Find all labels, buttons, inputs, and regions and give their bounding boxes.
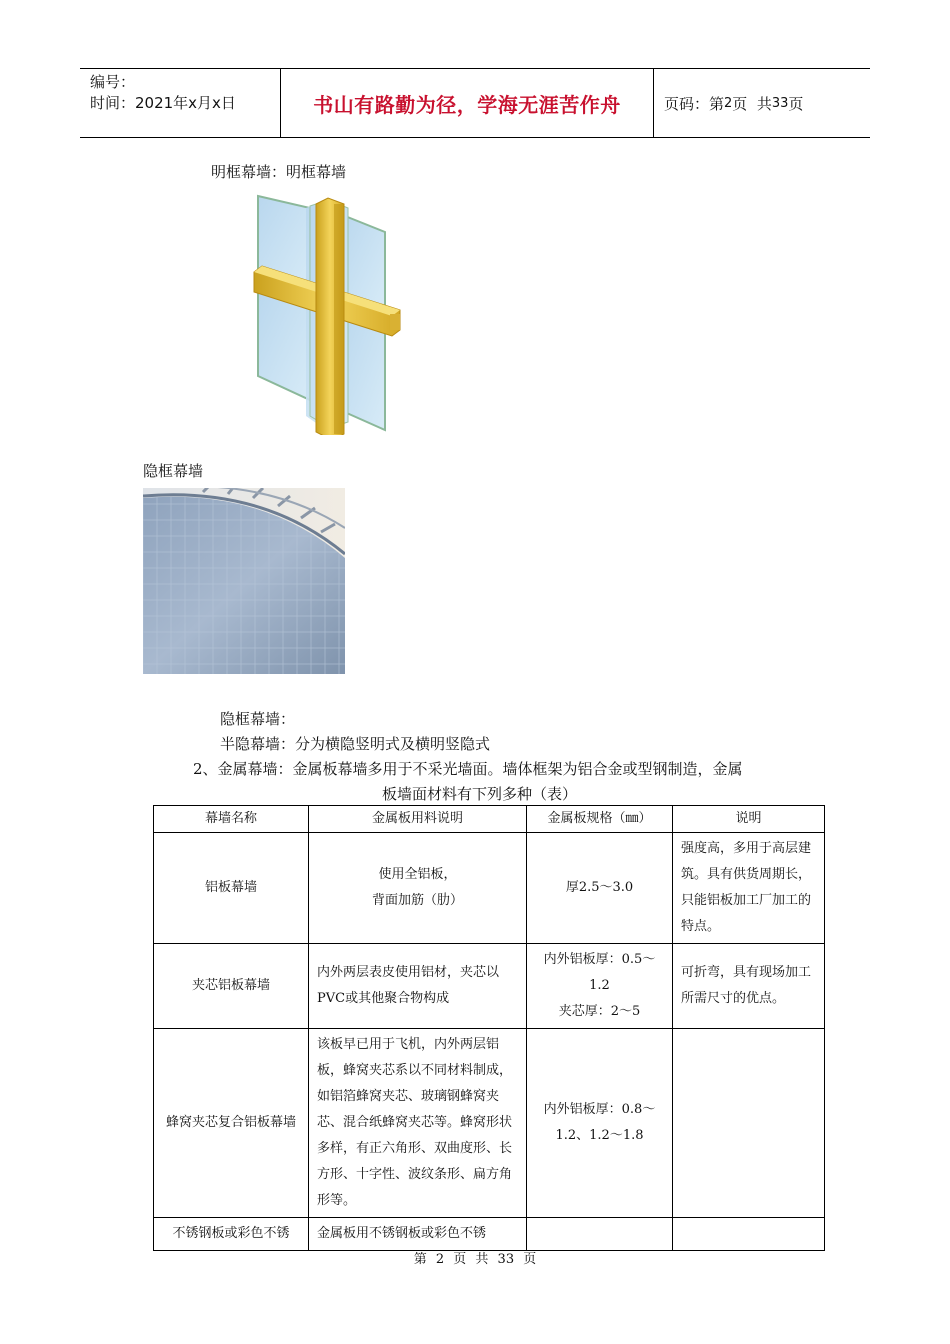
- table-cell: 该板早已用于飞机，内外两层铝板，蜂窝夹芯系以不同材料制成，如铝箔蜂窝夹芯、玻璃钢蜂窝夹芯、混合纸蜂窝夹芯等。蜂窝形状多样，有正六角形、双曲度形、长方形、十字性、波纹条形、扁方角形等。: [309, 1029, 527, 1218]
- col-header: 幕墙名称: [154, 806, 309, 833]
- header-info: [80, 69, 281, 137]
- exposed-frame-curtain-wall-image: [250, 190, 410, 435]
- caption-exposed-frame: 明框幕墙：明框幕墙: [211, 163, 347, 181]
- table-cell: 内外铝板厚：0.8～1.2、1.2～1.8: [527, 1029, 673, 1218]
- table-cell: [673, 1029, 825, 1218]
- text-metal-wall-intro: 2、金属幕墙：金属板幕墙多用于不采光墙面。墙体框架为铝合金或型钢制造，金属: [193, 760, 743, 778]
- table-header-row: [154, 806, 825, 833]
- table-cell: 不锈钢板或彩色不锈: [154, 1218, 309, 1251]
- col-header: 金属板规格（㎜）: [527, 806, 673, 833]
- hidden-frame-curtain-wall-image: [143, 488, 345, 674]
- time-label: 时间：2021年x月x日: [90, 94, 236, 112]
- table-cell: 可折弯，具有现场加工所需尺寸的优点。: [673, 944, 825, 1029]
- text-metal-wall-intro-cont: 板墙面材料有下列多种（表）: [382, 785, 578, 803]
- col-header: 说明: [673, 806, 825, 833]
- table-cell: 强度高，多用于高层建筑。具有供货周期长，只能铝板加工厂加工的特点。: [673, 833, 825, 944]
- page-total: 33: [771, 95, 789, 111]
- table-row: [154, 1218, 825, 1251]
- table-cell: 夹芯铝板幕墙: [154, 944, 309, 1029]
- page-header: [80, 68, 870, 138]
- table-row: [154, 833, 825, 944]
- col-header: 金属板用料说明: [309, 806, 527, 833]
- table-cell: [673, 1218, 825, 1251]
- page-mid: 页 共: [732, 94, 772, 113]
- page-end: 页: [788, 94, 804, 113]
- table-cell: 蜂窝夹芯复合铝板幕墙: [154, 1029, 309, 1218]
- table-cell: 内外铝板厚：0.5～1.2 夹芯厚：2～5: [527, 944, 673, 1029]
- page-footer: 第 2 页 共 33 页: [413, 1252, 537, 1267]
- number-label: 编号：: [90, 73, 136, 91]
- header-page-info: [654, 69, 870, 137]
- table-cell: 使用全铝板， 背面加筋（肋）: [309, 833, 527, 944]
- table-cell: 厚2.5～3.0: [527, 833, 673, 944]
- table-cell: [527, 1218, 673, 1251]
- caption-hidden-frame: 隐框幕墙: [143, 462, 204, 480]
- page-label: 页码：第: [664, 94, 725, 113]
- table-cell: 铝板幕墙: [154, 833, 309, 944]
- table-cell: 内外两层表皮使用铝材，夹芯以PVC或其他聚合物构成: [309, 944, 527, 1029]
- metal-panel-table: [153, 805, 825, 1251]
- table-cell: 金属板用不锈钢板或彩色不锈: [309, 1218, 527, 1251]
- text-hidden-wall: 隐框幕墙：: [220, 710, 296, 728]
- text-semi-hidden-wall: 半隐幕墙：分为横隐竖明式及横明竖隐式: [220, 735, 491, 753]
- header-motto: 书山有路勤为径，学海无涯苦作舟: [281, 69, 654, 137]
- page-current: 2: [724, 95, 733, 111]
- table-row: [154, 1029, 825, 1218]
- table-row: [154, 944, 825, 1029]
